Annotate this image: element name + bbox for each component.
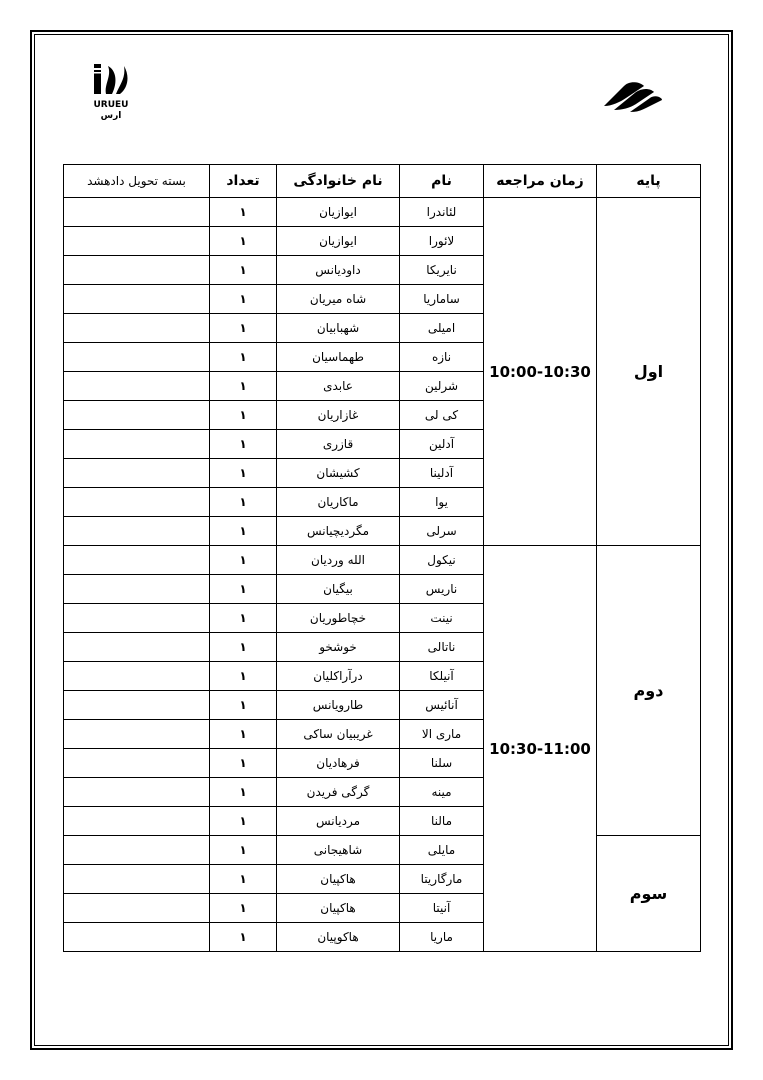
first-name-cell: یوا bbox=[400, 488, 484, 517]
delivered-cell bbox=[64, 401, 210, 430]
count-cell: ۱ bbox=[210, 691, 277, 720]
delivered-cell bbox=[64, 720, 210, 749]
count-cell: ۱ bbox=[210, 720, 277, 749]
delivered-cell bbox=[64, 807, 210, 836]
first-name-cell: امیلی bbox=[400, 314, 484, 343]
school-logo-text: URUEU ارس bbox=[93, 100, 129, 121]
first-name-cell: آدلینا bbox=[400, 459, 484, 488]
delivered-cell bbox=[64, 865, 210, 894]
last-name-cell: هاکپیان bbox=[277, 865, 400, 894]
last-name-cell: داودیانس bbox=[277, 256, 400, 285]
count-cell: ۱ bbox=[210, 778, 277, 807]
last-name-cell: مگردیچیانس bbox=[277, 517, 400, 546]
last-name-cell: الله وردیان bbox=[277, 546, 400, 575]
last-name-cell: هاکپیان bbox=[277, 894, 400, 923]
table-header-row bbox=[64, 165, 701, 198]
last-name-cell: خوشخو bbox=[277, 633, 400, 662]
delivered-cell bbox=[64, 285, 210, 314]
count-cell: ۱ bbox=[210, 343, 277, 372]
first-name-cell: کی لی bbox=[400, 401, 484, 430]
visit-time-cell: 10:30-11:00 bbox=[484, 546, 597, 952]
count-cell: ۱ bbox=[210, 923, 277, 952]
count-cell: ۱ bbox=[210, 401, 277, 430]
count-cell: ۱ bbox=[210, 575, 277, 604]
first-name-cell: مالنا bbox=[400, 807, 484, 836]
count-cell: ۱ bbox=[210, 459, 277, 488]
delivered-cell bbox=[64, 430, 210, 459]
delivered-cell bbox=[64, 343, 210, 372]
delivered-cell bbox=[64, 546, 210, 575]
last-name-cell: کشیشان bbox=[277, 459, 400, 488]
count-cell: ۱ bbox=[210, 488, 277, 517]
delivered-cell bbox=[64, 314, 210, 343]
grade-cell: اول bbox=[597, 198, 701, 546]
count-cell: ۱ bbox=[210, 256, 277, 285]
last-name-cell: شاهیجانی bbox=[277, 836, 400, 865]
delivered-cell bbox=[64, 227, 210, 256]
count-cell: ۱ bbox=[210, 894, 277, 923]
count-cell: ۱ bbox=[210, 633, 277, 662]
delivered-cell bbox=[64, 459, 210, 488]
header-grade: پایه bbox=[597, 165, 701, 198]
delivered-cell bbox=[64, 575, 210, 604]
last-name-cell: ایوازیان bbox=[277, 198, 400, 227]
first-name-cell: مینه bbox=[400, 778, 484, 807]
first-name-cell: ناریس bbox=[400, 575, 484, 604]
first-name-cell: آنائیس bbox=[400, 691, 484, 720]
count-cell: ۱ bbox=[210, 430, 277, 459]
last-name-cell: مردیانس bbox=[277, 807, 400, 836]
header-count: تعداد bbox=[210, 165, 277, 198]
delivered-cell bbox=[64, 488, 210, 517]
last-name-cell: غازاریان bbox=[277, 401, 400, 430]
delivered-cell bbox=[64, 836, 210, 865]
header-first-name: نام bbox=[400, 165, 484, 198]
last-name-cell: طهماسیان bbox=[277, 343, 400, 372]
count-cell: ۱ bbox=[210, 604, 277, 633]
visit-time-cell: 10:00-10:30 bbox=[484, 198, 597, 546]
last-name-cell: غریبیان ساکی bbox=[277, 720, 400, 749]
delivered-cell bbox=[64, 778, 210, 807]
table-row bbox=[64, 198, 701, 227]
first-name-cell: ساماریا bbox=[400, 285, 484, 314]
count-cell: ۱ bbox=[210, 198, 277, 227]
delivered-cell bbox=[64, 517, 210, 546]
first-name-cell: شرلین bbox=[400, 372, 484, 401]
delivered-cell bbox=[64, 604, 210, 633]
first-name-cell: آنیلکا bbox=[400, 662, 484, 691]
first-name-cell: نیکول bbox=[400, 546, 484, 575]
count-cell: ۱ bbox=[210, 227, 277, 256]
first-name-cell: لائورا bbox=[400, 227, 484, 256]
last-name-cell: خچاطوریان bbox=[277, 604, 400, 633]
count-cell: ۱ bbox=[210, 517, 277, 546]
last-name-cell: طارویانس bbox=[277, 691, 400, 720]
last-name-cell: شهبابیان bbox=[277, 314, 400, 343]
count-cell: ۱ bbox=[210, 807, 277, 836]
first-name-cell: نازه bbox=[400, 343, 484, 372]
last-name-cell: هاکوپیان bbox=[277, 923, 400, 952]
count-cell: ۱ bbox=[210, 314, 277, 343]
first-name-cell: نایریکا bbox=[400, 256, 484, 285]
delivered-cell bbox=[64, 662, 210, 691]
header-last-name: نام خانوادگی bbox=[277, 165, 400, 198]
first-name-cell: آنیتا bbox=[400, 894, 484, 923]
first-name-cell: نینت bbox=[400, 604, 484, 633]
first-name-cell: ماریا bbox=[400, 923, 484, 952]
first-name-cell: مارگاریتا bbox=[400, 865, 484, 894]
first-name-cell: سلنا bbox=[400, 749, 484, 778]
count-cell: ۱ bbox=[210, 372, 277, 401]
first-name-cell: ناتالی bbox=[400, 633, 484, 662]
grade-cell: سوم bbox=[597, 836, 701, 952]
last-name-cell: ایوازیان bbox=[277, 227, 400, 256]
delivered-cell bbox=[64, 633, 210, 662]
roster-table bbox=[63, 164, 701, 952]
last-name-cell: ماکاریان bbox=[277, 488, 400, 517]
header-time: زمان مراجعه bbox=[484, 165, 597, 198]
table-row bbox=[64, 546, 701, 575]
delivered-cell bbox=[64, 894, 210, 923]
first-name-cell: ماری الا bbox=[400, 720, 484, 749]
header-delivered: بسته تحویل دادهشد bbox=[64, 165, 210, 198]
delivered-cell bbox=[64, 749, 210, 778]
delivered-cell bbox=[64, 256, 210, 285]
first-name-cell: لئاندرا bbox=[400, 198, 484, 227]
last-name-cell: گرگی فریدن bbox=[277, 778, 400, 807]
count-cell: ۱ bbox=[210, 662, 277, 691]
count-cell: ۱ bbox=[210, 749, 277, 778]
count-cell: ۱ bbox=[210, 546, 277, 575]
last-name-cell: قازری bbox=[277, 430, 400, 459]
table-row bbox=[64, 836, 701, 865]
count-cell: ۱ bbox=[210, 865, 277, 894]
grade-cell: دوم bbox=[597, 546, 701, 836]
first-name-cell: مایلی bbox=[400, 836, 484, 865]
last-name-cell: فرهادیان bbox=[277, 749, 400, 778]
last-name-cell: بیگیان bbox=[277, 575, 400, 604]
count-cell: ۱ bbox=[210, 285, 277, 314]
last-name-cell: شاه میریان bbox=[277, 285, 400, 314]
delivered-cell bbox=[64, 691, 210, 720]
delivered-cell bbox=[64, 198, 210, 227]
delivered-cell bbox=[64, 372, 210, 401]
last-name-cell: درآراکلیان bbox=[277, 662, 400, 691]
first-name-cell: آدلین bbox=[400, 430, 484, 459]
first-name-cell: سرلی bbox=[400, 517, 484, 546]
count-cell: ۱ bbox=[210, 836, 277, 865]
last-name-cell: عابدی bbox=[277, 372, 400, 401]
emblem-icon bbox=[600, 76, 666, 116]
delivered-cell bbox=[64, 923, 210, 952]
